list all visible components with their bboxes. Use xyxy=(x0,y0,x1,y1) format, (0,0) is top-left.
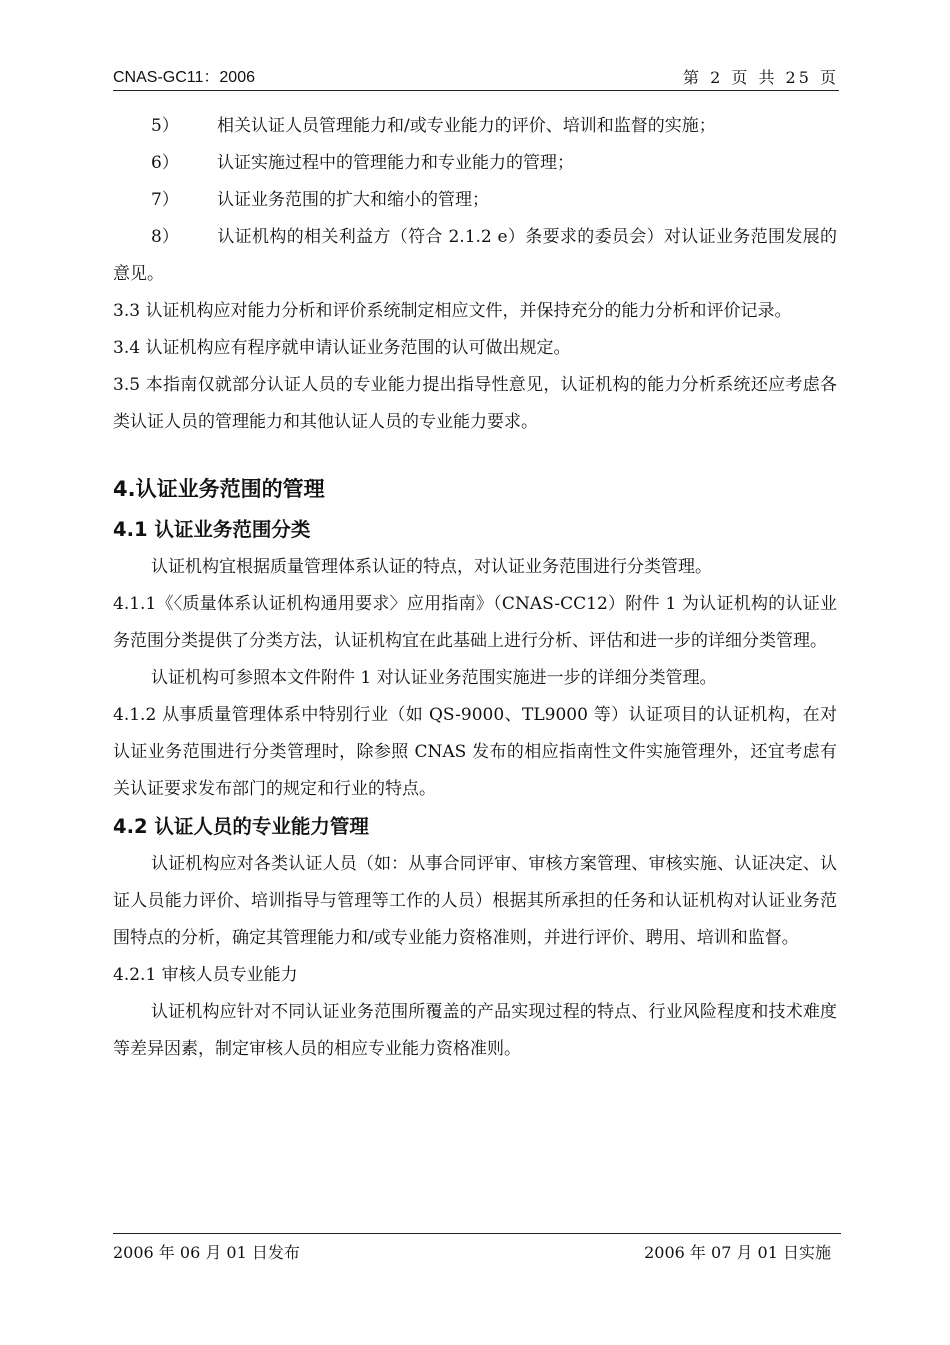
page-number: 第 2 页 共 25 页 xyxy=(683,68,839,87)
list-item-number: 5） xyxy=(151,116,179,136)
list-item-5 xyxy=(113,108,837,145)
list-item-text: 认证机构的相关利益方（符合 2.1.2 e）条要求的委员会）对认证业务范围发展的意见。 xyxy=(113,227,837,284)
page-footer xyxy=(113,1240,831,1266)
list-item-number: 8） xyxy=(151,227,179,247)
document-code: CNAS-GC11：2006 xyxy=(113,69,255,86)
footer-divider xyxy=(113,1233,841,1234)
paragraph-3-5: 3.5 本指南仅就部分认证人员的专业能力提出指导性意见，认证机构的能力分析系统还应考虑各类认证人员的管理能力和其他认证人员的专业能力要求。 xyxy=(113,375,837,432)
header-divider xyxy=(113,90,839,91)
paragraph-4-1-2: 4.1.2 从事质量管理体系中特别行业（如 QS-9000、TL9000 等）认证项目的认证机构，在对认证业务范围进行分类管理时，除参照 CNAS 发布的相应指南性文件实施管理外，还宜考虑有关认证要求发布部门的规定和行业的特点。 xyxy=(113,705,837,799)
paragraph-4-1-1: 4.1.1《〈质量体系认证机构通用要求〉应用指南》（CNAS-CC12）附件 1 为认证机构的认证业务范围分类提供了分类方法，认证机构宜在此基础上进行分析、评估和进一步的详细分类管理。 xyxy=(113,594,837,651)
section-4-2-intro: 认证机构应对各类认证人员（如：从事合同评审、审核方案管理、审核实施、认证决定、认证人员能力评价、培训指导与管理等工作的人员）根据其所承担的任务和认证机构对认证业务范围特点的分析，确定其管理能力和/或专业能力资格准则，并进行评价、聘用、培训和监督。 xyxy=(113,854,837,948)
list-item-text: 认证实施过程中的管理能力和专业能力的管理； xyxy=(217,153,574,173)
issue-date: 2006 年 06 月 01 日发布 xyxy=(113,1243,300,1262)
section-4-2-1-text: 认证机构应针对不同认证业务范围所覆盖的产品实现过程的特点、行业风险程度和技术难度等差异因素，制定审核人员的相应专业能力资格准则。 xyxy=(113,1002,837,1059)
paragraph-3-4: 3.4 认证机构应有程序就申请认证业务范围的认可做出规定。 xyxy=(113,338,571,358)
list-item-number: 6） xyxy=(151,153,179,173)
list-item-8 xyxy=(113,219,837,293)
paragraph-4-1-1-note: 认证机构可参照本文件附件 1 对认证业务范围实施进一步的详细分类管理。 xyxy=(151,668,717,688)
list-item-text: 相关认证人员管理能力和/或专业能力的评价、培训和监督的实施； xyxy=(217,116,716,136)
paragraph-3-3: 3.3 认证机构应对能力分析和评价系统制定相应文件，并保持充分的能力分析和评价记录。 xyxy=(113,301,792,321)
section-4-heading: 4.认证业务范围的管理 xyxy=(113,477,325,501)
list-item-number: 7） xyxy=(151,190,179,210)
list-item-7 xyxy=(113,182,837,219)
list-item-6 xyxy=(113,145,837,182)
section-4-2-1-heading: 4.2.1 审核人员专业能力 xyxy=(113,965,298,985)
effective-date: 2006 年 07 月 01 日实施 xyxy=(644,1243,831,1262)
section-4-1-intro: 认证机构宜根据质量管理体系认证的特点，对认证业务范围进行分类管理。 xyxy=(151,557,712,577)
section-4-2-heading: 4.2 认证人员的专业能力管理 xyxy=(113,815,369,838)
list-item-text: 认证业务范围的扩大和缩小的管理； xyxy=(217,190,489,210)
document-body xyxy=(113,108,837,1068)
section-4-1-heading: 4.1 认证业务范围分类 xyxy=(113,518,311,541)
page-header xyxy=(113,66,839,90)
